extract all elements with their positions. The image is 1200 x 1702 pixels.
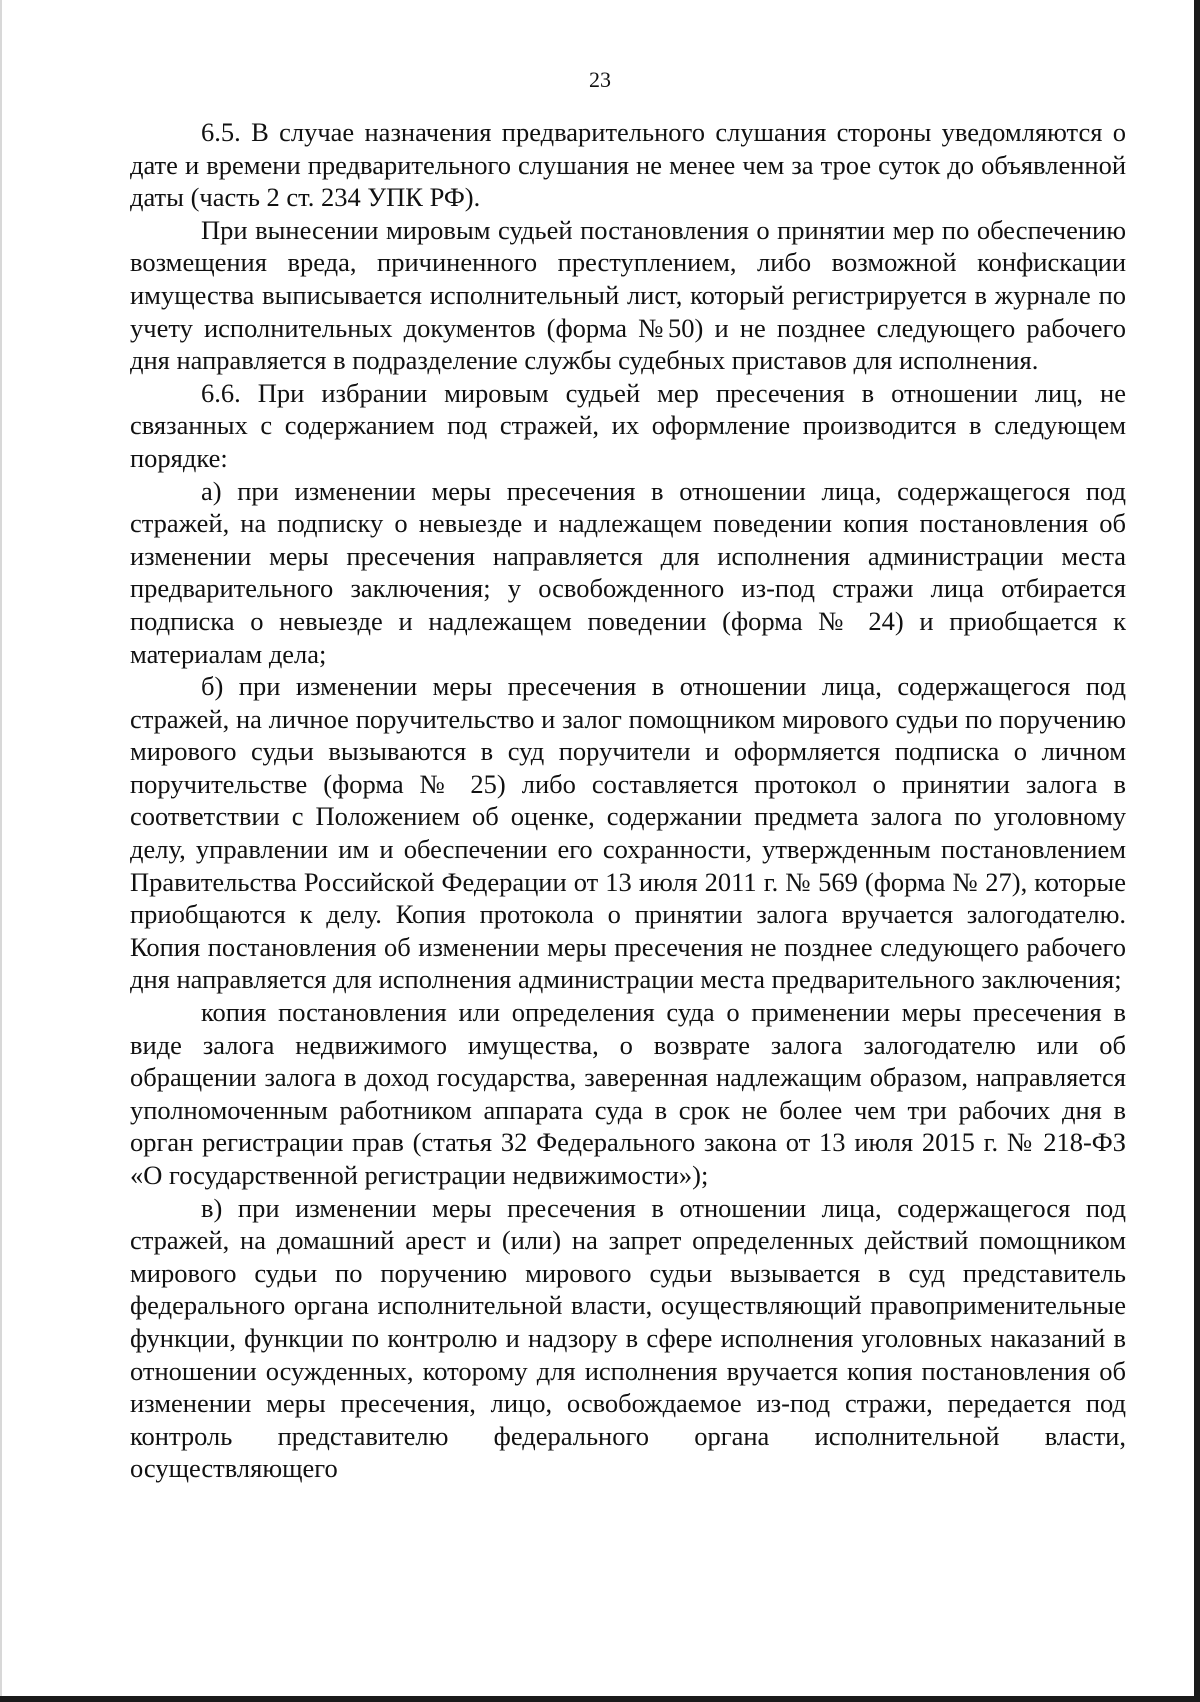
paragraph-6-5: 6.5. В случае назначения предварительного слушания стороны уведомляются о дате и времени предварительного слушания не менее чем за трое суток до объявленной даты (часть 2 ст. 234 УПК РФ). [130,117,1126,213]
paragraph-item-v: в) при изменении меры пресечения в отношении лица, содержащегося под стражей, на домашний арест и (или) на запрет определенных действий помощником мирового судьи по поручению мирового судьи вызывается в суд представитель федерального органа исполнительной власти, осуществляющий правоприменительные функции, функции по контролю и надзору в сфере исполнения уголовных наказаний в отношении осужденных, которому для исполнения вручается копия постановления об изменении меры пресечения, лицо, освобождаемое из-под стражи, передается под контроль представителю федерального органа исполнительной власти, осуществляющего [130,1192,1126,1484]
paragraph-item-a: а) при изменении меры пресечения в отношении лица, содержащегося под стражей, на подписку о невыезде и надлежащем поведении копия постановления об изменении меры пресечения направляется для исполнения администрации места предварительного заключения; у освобожденного из-под стражи лица отбирается подписка о невыезде и надлежащем поведении (форма № 24) и приобщается к материалам дела; [130,475,1126,669]
document-body [130,116,1126,1485]
scan-edge-left [0,0,2,1702]
paragraph-execution-sheet: При вынесении мировым судьей постановления о принятии мер по обеспечению возмещения вреда, причиненного преступлением, либо возможной конфискации имущества выписывается исполнительный лист, который регистрируется в журнале по учету исполнительных документов (форма №50) и не позднее следующего рабочего дня направляется в подразделение службы судебных приставов для исполнения. [130,214,1126,376]
paragraph-6-6: 6.6. При избрании мировым судьей мер пресечения в отношении лиц, не связанных с содержанием под стражей, их оформление производится в следующем порядке: [130,377,1126,473]
scan-edge-right [1194,0,1200,1702]
paragraph-pledge-copy: копия постановления или определения суда о применении меры пресечения в виде залога недвижимого имущества, о возврате залога залогодателю или об обращении залога в доход государства, заверенная надлежащим образом, направляется уполномоченным работником аппарата суда в срок не более чем три рабочих дня в орган регистрации прав (статья 32 Федерального закона от 13 июля 2015 г. № 218-ФЗ «О государственной регистрации недвижимости»); [130,997,1126,1190]
scan-edge-bottom [0,1696,1200,1702]
page-number: 23 [589,67,611,92]
paragraph-item-b: б) при изменении меры пресечения в отношении лица, содержащегося под стражей, на личное поручительство и залог помощником мирового судьи по поручению мирового судьи вызываются в суд поручители и оформляется подписка о личном поручительстве (форма № 25) либо составляется протокол о принятии залога в соответствии с Положением об оценке, содержании предмета залога по уголовному делу, управлении им и обеспечении его сохранности, утвержденным постановлением Правительства Российской Федерации от 13 июля 2011 г. № 569 (форма № 27), которые приобщаются к делу. Копия протокола о принятии залога вручается залогодателю. Копия постановления об изменении меры пресечения не позднее следующего рабочего дня направляется для исполнения администрации места предварительного заключения; [130,671,1126,995]
